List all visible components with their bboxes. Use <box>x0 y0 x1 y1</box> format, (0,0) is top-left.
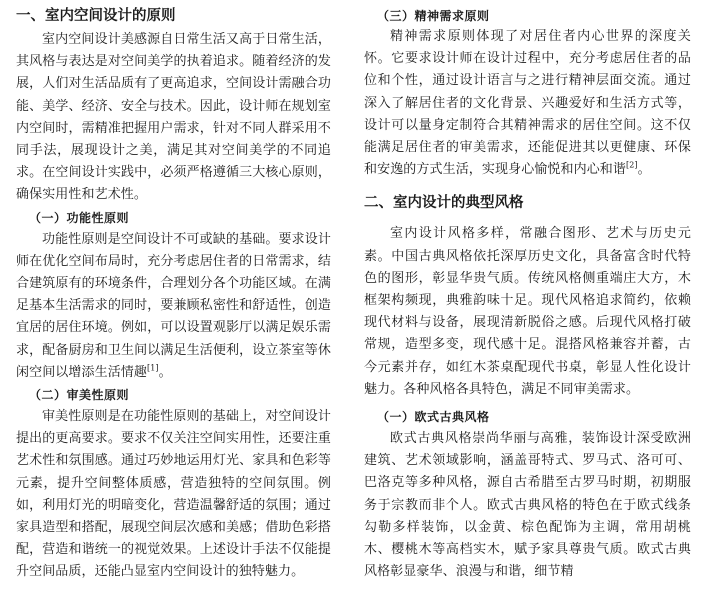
spiritual-principle-paragraph <box>364 26 691 181</box>
section1-intro-paragraph: 室内空间设计美感源自日常生活又高于日常生活，其风格与表达是对空间美学的执着追求。随着经济的发展，人们对生活品质有了更高追求，空间设计需融合功能、美学、经济、安全与技术。因此，设计师在规划室内空间时，需精准把握用户需求，针对不同人群采用不同手法，展现设计之美，满足其对空间美学的不同追求。在空间设计实践中，必须严格遵循三大核心原则，确保实用性和艺术性。 <box>16 32 331 203</box>
citation-1: [1] <box>147 363 159 373</box>
citation-2: [2] <box>626 160 638 170</box>
functional-principle-heading: （一）功能性原则 <box>29 210 130 225</box>
functional-principle-text: 功能性原则是空间设计不可或缺的基础。要求设计师在优化空间布局时，充分考虑居住者的日常需求，结合建筑原有的环境条件，合理划分各个功能区域。在满足基本生活需求的同时，要兼顾私密性和舒适性，创造宜居的居住环境。例如，可以设置观影厅以满足娱乐需求，配备厨房和卫生间以满足生活便利，设立茶室等休闲空间以增添生活情趣 <box>16 231 331 380</box>
functional-principle-paragraph <box>16 229 331 384</box>
european-classical-heading: （一）欧式古典风格 <box>377 410 490 425</box>
section2-heading: 二、室内设计的典型风格 <box>364 195 524 212</box>
left-column <box>16 6 331 584</box>
spiritual-principle-heading: （三）精神需求原则 <box>377 9 490 23</box>
functional-principle-end: 。 <box>158 364 172 380</box>
spiritual-principle-end: 。 <box>637 162 651 178</box>
section2-intro-paragraph: 室内设计风格多样，常融合图形、艺术与历史元素。中国古典风格依托深厚历史文化，具备富含时代特色的图形，彰显华贵气质。传统风格侧重端庄大方，木框架构频现，典雅韵味十足。现代风格追求简约，依赖现代材料与设备，展现清新脱俗之感。后现代风格打破常规，造型多变，现代感十足。混搭风格兼容并蓄，古今元素并存，如红木茶桌配现代书桌，彰显人性化设计魅力。各种风格各具特色，满足不同审美需求。 <box>364 226 691 397</box>
aesthetic-principle-heading: （二）审美性原则 <box>29 388 130 403</box>
aesthetic-principle-paragraph: 审美性原则是在功能性原则的基础上，对空间设计提出的更高要求。要求不仅关注空间实用性，还要注重艺术性和氛围感。通过巧妙地运用灯光、家具和色彩等元素，提升空间整体质感，营造独特的空间氛围。例如，利用灯光的明暗变化，营造温馨舒适的氛围；通过家具造型和搭配，展现空间层次感和美感；借助色彩搭配，营造和谐统一的视觉效果。上述设计手法不仅能提升空间品质，还能凸显室内空间设计的独特魅力。 <box>16 409 331 580</box>
section1-heading: 一、室内空间设计的原则 <box>16 8 176 24</box>
right-column <box>364 6 691 583</box>
european-classical-paragraph: 欧式古典风格崇尚华丽与高雅，装饰设计深受欧洲建筑、艺术领域影响，涵盖哥特式、罗马式、洛可可、巴洛克等多种风格，源自古希腊至古罗马时期，初期服务于宗教而非个人。欧式古典风格的特色在于欧式线条勾勒多样装饰，以金黄、棕色配饰为主调，常用胡桃木、樱桃木等高档实木，赋予家具尊贵气质。欧式古典风格彰显豪华、浪漫与和谐，细节精 <box>364 431 691 580</box>
spiritual-principle-text: 精神需求原则体现了对居住者内心世界的深度关怀。它要求设计师在设计过程中，充分考虑居住者的品位和个性，通过设计语言与之进行精神层面交流。通过深入了解居住者的文化背景、兴趣爱好和生活方式等，设计可以量身定制符合其精神需求的居住空间。这不仅能满足居住者的审美需求，还能促进其以更健康、环保和安逸的方式生活，实现身心愉悦和内心和谐 <box>364 29 691 178</box>
